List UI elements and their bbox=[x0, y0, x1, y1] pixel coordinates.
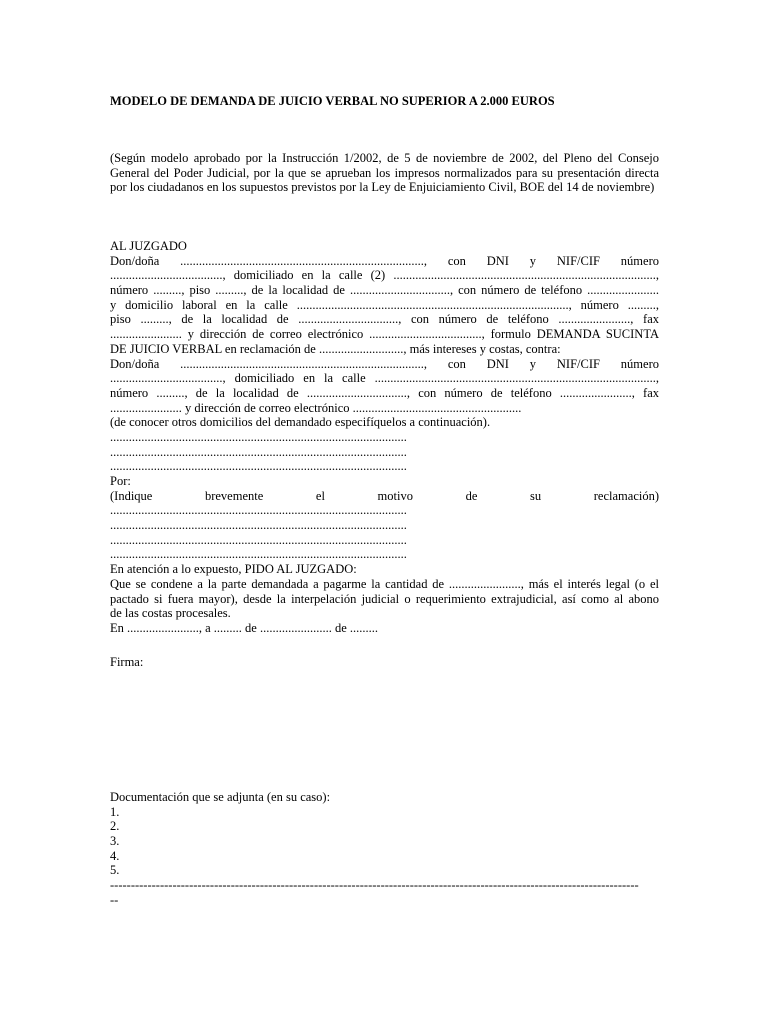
separator-line: ------------------------------------------------------------------------------------------------------------------------------- bbox=[110, 878, 639, 893]
form-line: ....................... y dirección de correo electrónico ...................................................... bbox=[110, 400, 522, 415]
form-line: ............................................................................................... bbox=[110, 532, 407, 547]
attached-document-item: 5. bbox=[110, 863, 120, 878]
attached-documents-section bbox=[110, 790, 659, 908]
intro-paragraph: (Según modelo aprobado por la Instrucción 1/2002, de 5 de noviembre de 2002, del Pleno del Consejo General del Poder Judicial, por la que se aprueban los impresos normalizados para su presentación directa por los ciudadanos en los supuestos previstos por la Ley de Enjuiciamiento Civil, BOE del 14 de noviembre) bbox=[110, 151, 659, 195]
form-line: y domicilio laboral en la calle ......................................................................................., número ........., bbox=[110, 297, 659, 312]
form-line: ............................................................................................... bbox=[110, 547, 407, 562]
attached-document-item: 1. bbox=[110, 804, 120, 819]
form-line: Por: bbox=[110, 474, 131, 488]
form-line: Don/doña .............................................................................., con DNI y NIF/CIF número bbox=[110, 253, 659, 268]
form-line: piso ........., de la localidad de ................................, con número de teléfono ......................., fax bbox=[110, 312, 659, 327]
form-line: Que se condene a la parte demandada a pagarme la cantidad de ......................., más el interés legal (o el bbox=[110, 576, 659, 591]
form-line: Don/doña .............................................................................., con DNI y NIF/CIF número bbox=[110, 356, 659, 371]
document-title: MODELO DE DEMANDA DE JUICIO VERBAL NO SUPERIOR A 2.000 EUROS bbox=[110, 94, 555, 108]
form-line: ...................................., domiciliado en la calle (2) ...................................................................................., bbox=[110, 268, 659, 283]
form-line: AL JUZGADO bbox=[110, 239, 187, 253]
attached-documents-heading: Documentación que se adjunta (en su caso): bbox=[110, 790, 331, 804]
separator-tail: -- bbox=[110, 892, 119, 907]
form-line: ....................... y dirección de correo electrónico ...................................., formulo DEMANDA SUCINTA bbox=[110, 327, 659, 342]
form-line: número ........., piso ........., de la localidad de ................................, con número de teléfono ....................... bbox=[110, 283, 659, 298]
form-line: DE JUICIO VERBAL en reclamación de ..........................., más intereses y costas, contra: bbox=[110, 341, 561, 356]
form-line: pactado si fuera mayor), desde la interpelación judicial o requerimiento extrajudicial, así como al abono bbox=[110, 591, 659, 606]
attached-document-item: 4. bbox=[110, 848, 120, 863]
form-line: ............................................................................................... bbox=[110, 503, 407, 518]
form-line: En atención a lo expuesto, PIDO AL JUZGADO: bbox=[110, 562, 357, 577]
form-line: ............................................................................................... bbox=[110, 429, 407, 444]
form-line: ............................................................................................... bbox=[110, 459, 407, 474]
form-line: En ......................., a ......... de ....................... de ......... bbox=[110, 620, 379, 635]
form-line: ...................................., domiciliado en la calle .........................................................................................., bbox=[110, 371, 659, 386]
form-line: ............................................................................................... bbox=[110, 518, 407, 533]
form-line: (Indique brevemente el motivo de su reclamación) bbox=[110, 488, 659, 503]
form-line: número ........., de la localidad de ................................, con número de teléfono ......................., fax bbox=[110, 385, 659, 400]
form-line: de las costas procesales. bbox=[110, 606, 231, 621]
attached-documents-list bbox=[110, 805, 659, 878]
claim-form-body bbox=[110, 239, 659, 636]
form-line: ............................................................................................... bbox=[110, 444, 407, 459]
signature-label: Firma: bbox=[110, 655, 144, 669]
attached-document-item: 3. bbox=[110, 834, 120, 849]
form-line: (de conocer otros domicilios del demandado especifíquelos a continuación). bbox=[110, 415, 491, 430]
attached-document-item: 2. bbox=[110, 819, 120, 834]
